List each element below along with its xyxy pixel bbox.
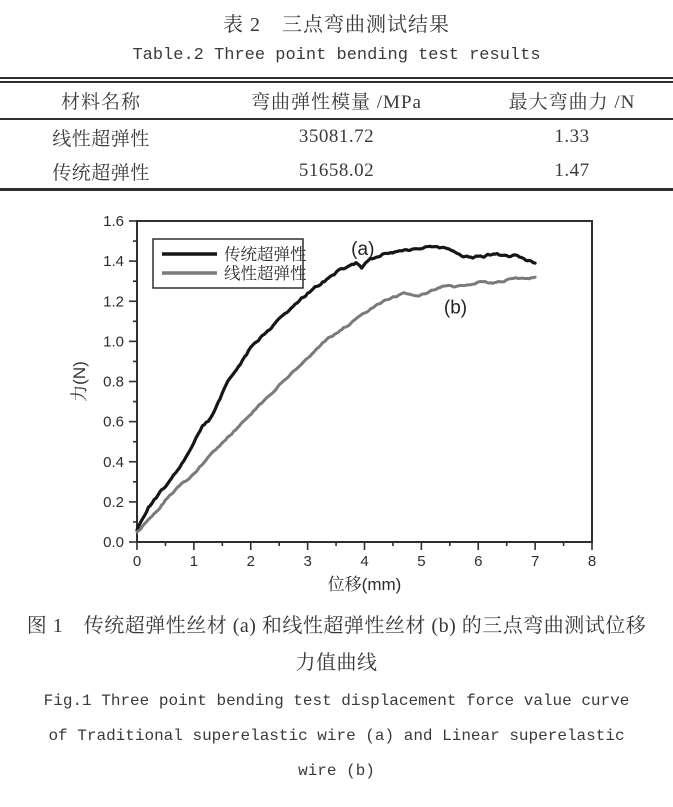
legend-label: 传统超弹性 <box>224 246 307 264</box>
col-header-material: 材料名称 <box>0 80 202 119</box>
y-tick-label: 0.8 <box>103 373 124 391</box>
cell-modulus: 51658.02 <box>298 160 375 181</box>
y-tick-label: 1.0 <box>103 333 124 351</box>
annotation-b: (b) <box>443 297 468 319</box>
x-tick-label: 5 <box>417 553 426 570</box>
cell-material: 线性超弹性 <box>52 128 150 150</box>
y-tick-label: 1.6 <box>103 213 124 230</box>
annotation-a: (a) <box>351 239 375 261</box>
y-axis-title: 力(N) <box>70 361 89 402</box>
bending-test-chart <box>0 191 673 603</box>
series-line-linear <box>137 277 535 532</box>
x-tick-label: 8 <box>587 553 597 570</box>
table-header-row <box>0 80 673 119</box>
figure-caption-cn-line2: 力值曲线 <box>295 652 378 674</box>
y-tick-label: 1.2 <box>103 293 124 311</box>
cell-max-force: 1.33 <box>554 126 590 147</box>
x-tick-label: 7 <box>530 553 540 570</box>
x-tick-label: 2 <box>246 553 255 570</box>
y-tick-label: 0.4 <box>103 453 124 471</box>
cell-material: 传统超弹性 <box>52 162 150 184</box>
series-line-traditional <box>137 246 535 530</box>
y-tick-label: 0.0 <box>103 534 124 551</box>
figure-caption-cn-line1: 图 1 传统超弹性丝材 (a) 和线性超弹性丝材 (b) 的三点弯曲测试位移 <box>26 615 647 637</box>
y-tick-label: 1.4 <box>103 253 124 271</box>
chart-canvas <box>0 191 673 603</box>
x-axis-title: 位移(mm) <box>327 575 402 594</box>
y-tick-label: 0.6 <box>103 413 124 431</box>
col-header-modulus: 弯曲弹性模量 /MPa <box>202 80 471 119</box>
y-tick-label: 0.2 <box>103 493 124 511</box>
table-row <box>0 119 673 154</box>
x-tick-label: 3 <box>303 553 312 570</box>
table-title-cn: 表 2 三点弯曲测试结果 <box>223 14 450 36</box>
legend-label: 线性超弹性 <box>224 265 307 283</box>
cell-max-force: 1.47 <box>554 160 590 181</box>
col-header-max-force: 最大弯曲力 /N <box>471 80 673 119</box>
x-tick-label: 0 <box>132 553 142 570</box>
cell-modulus: 35081.72 <box>298 126 375 147</box>
figure-caption-en-line3: wire (b) <box>298 762 375 780</box>
results-table <box>0 77 673 191</box>
x-tick-label: 6 <box>474 553 483 570</box>
table-title-en: Table.2 Three point bending test results <box>132 46 541 65</box>
table-row <box>0 154 673 190</box>
figure-caption-en-line1: Fig.1 Three point bending test displacement force value curve <box>43 692 630 710</box>
x-tick-label: 1 <box>189 553 199 570</box>
x-tick-label: 4 <box>360 553 369 570</box>
figure-caption-en-line2: of Traditional superelastic wire (a) and Linear superelastic <box>48 727 625 745</box>
